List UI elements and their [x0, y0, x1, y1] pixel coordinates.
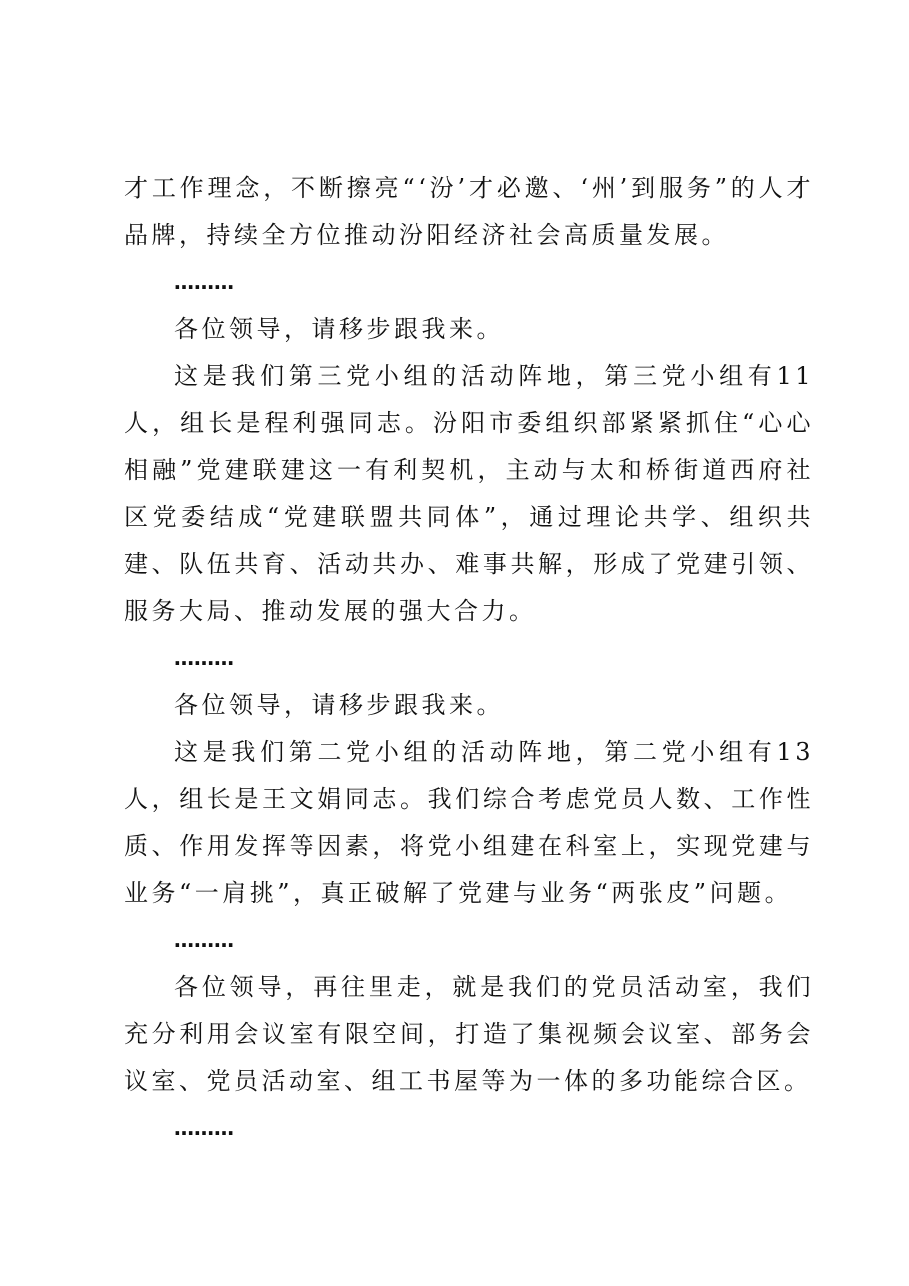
ellipsis-separator: ………: [174, 270, 234, 294]
ellipsis-separator: ………: [174, 1116, 234, 1140]
paragraph-guide-invitation: 各位领导，请移步跟我来。: [174, 691, 504, 719]
ellipsis-separator: ………: [174, 928, 234, 952]
paragraph-third-party-group: 这是我们第三党小组的活动阵地，第三党小组有11人，组长是程利强同志。汾阳市委组织部紧紧抓住“心心相融”党建联建这一有利契机，主动与太和桥街道西府社区党委结成“党建联盟共同体”，通过理论共学、组织共建、队伍共育、活动共办、难事共解，形成了党建引领、服务大局、推动发展的强大合力。: [124, 362, 814, 625]
ellipsis-separator: ………: [174, 646, 234, 670]
paragraph-continuation: 才工作理念，不断擦亮“‘汾’才必邀、‘州’到服务”的人才品牌，持续全方位推动汾阳经济社会高质量发展。: [124, 174, 814, 249]
paragraph-activity-room: 各位领导，再往里走，就是我们的党员活动室，我们充分利用会议室有限空间，打造了集视频会议室、部务会议室、党员活动室、组工书屋等为一体的多功能综合区。: [124, 973, 814, 1095]
document-body: [124, 165, 814, 1152]
paragraph-guide-invitation: 各位领导，请移步跟我来。: [174, 315, 504, 343]
paragraph-second-party-group: 这是我们第二党小组的活动阵地，第二党小组有13人，组长是王文娟同志。我们综合考虑党员人数、工作性质、作用发挥等因素，将党小组建在科室上，实现党建与业务“一肩挑”，真正破解了党建与业务“两张皮”问题。: [124, 738, 814, 907]
